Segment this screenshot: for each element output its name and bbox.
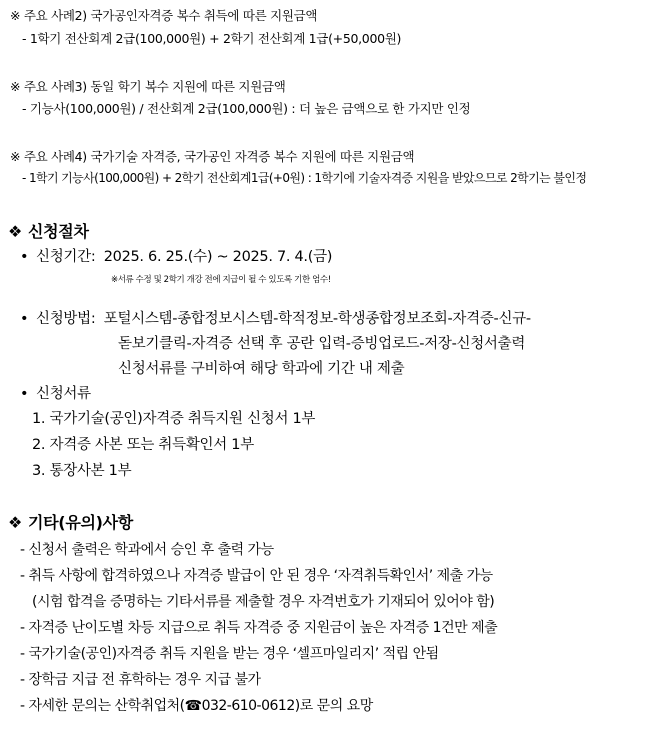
example-4-title: ※ 주요 사례4) 국가기술 자격증, 국가공인 자격증 복수 지원에 따른 지원금액 bbox=[10, 149, 415, 164]
notes-heading bbox=[8, 513, 133, 532]
documents-label: 신청서류 bbox=[36, 386, 91, 402]
bullet-icon: • bbox=[20, 311, 29, 327]
document-item-2: 2. 자격증 사본 또는 취득확인서 1부 bbox=[32, 437, 254, 453]
note-item: - 신청서 출력은 학과에서 승인 후 출력 가능 bbox=[20, 542, 274, 558]
procedure-heading bbox=[8, 222, 89, 241]
method-line-3: 신청서류를 구비하여 해당 학과에 기간 내 제출 bbox=[118, 361, 405, 377]
note-item: - 자세한 문의는 산학취업처(☎032-610-0612)로 문의 요망 bbox=[20, 698, 373, 714]
document-item-1: 1. 국가기술(공인)자격증 취득지원 신청서 1부 bbox=[32, 411, 316, 427]
bullet-icon: • bbox=[20, 249, 29, 265]
diamond-bullet-icon: ❖ bbox=[8, 222, 23, 241]
note-item: - 취득 사항에 합격하였으나 자격증 발급이 안 된 경우 ‘자격취득확인서’ 제출 가능 bbox=[20, 568, 493, 584]
bullet-icon: • bbox=[20, 386, 29, 402]
example-3-title: ※ 주요 사례3) 동일 학기 복수 지원에 따른 지원금액 bbox=[10, 79, 286, 94]
example-3-detail: - 기능사(100,000원) / 전산회계 2급(100,000원) : 더 높은 금액으로 한 가지만 인정 bbox=[22, 101, 471, 116]
note-item: - 국가기술(공인)자격증 취득 지원을 받는 경우 ‘셀프마일리지’ 적립 안됨 bbox=[20, 646, 439, 662]
period-row bbox=[20, 249, 332, 266]
method-row bbox=[20, 311, 531, 328]
procedure-heading-text: 신청절차 bbox=[28, 222, 89, 241]
method-line-1: 포털시스템-종합정보시스템-학적정보-학생종합정보조회-자격증-신규- bbox=[103, 311, 531, 327]
documents-row bbox=[20, 386, 91, 403]
period-label: 신청기간: bbox=[36, 249, 96, 265]
document-item-3: 3. 통장사본 1부 bbox=[32, 463, 132, 479]
notes-heading-text: 기타(유의)사항 bbox=[28, 513, 133, 532]
period-note: ※서류 수정 및 2학기 개강 전에 지급이 될 수 있도록 기한 엄수! bbox=[111, 275, 331, 285]
period-value: 2025. 6. 25.(수) ~ 2025. 7. 4.(금) bbox=[103, 249, 333, 265]
example-2-detail: - 1학기 전산회계 2급(100,000원) + 2학기 전산회계 1급(+50,000원) bbox=[22, 31, 402, 46]
method-label: 신청방법: bbox=[36, 311, 96, 327]
note-item: - 장학금 지급 전 휴학하는 경우 지급 불가 bbox=[20, 672, 261, 688]
example-2-title: ※ 주요 사례2) 국가공인자격증 복수 취득에 따른 지원금액 bbox=[10, 8, 318, 23]
method-line-2: 돋보기클릭-자격증 선택 후 공란 입력-증빙업로드-저장-신청서출력 bbox=[118, 336, 526, 352]
diamond-bullet-icon: ❖ bbox=[8, 513, 23, 532]
example-4-detail: - 1학기 기능사(100,000원) + 2학기 전산회계1급(+0원) : 1학기에 기술자격증 지원을 받았으므로 2학기는 불인정 bbox=[22, 171, 587, 185]
note-item: - 자격증 난이도별 차등 지급으로 취득 자격증 중 지원금이 높은 자격증 1건만 제출 bbox=[20, 620, 498, 636]
note-item-continuation: (시험 합격을 증명하는 기타서류를 제출할 경우 자격번호가 기재되어 있어야 함) bbox=[32, 594, 495, 610]
